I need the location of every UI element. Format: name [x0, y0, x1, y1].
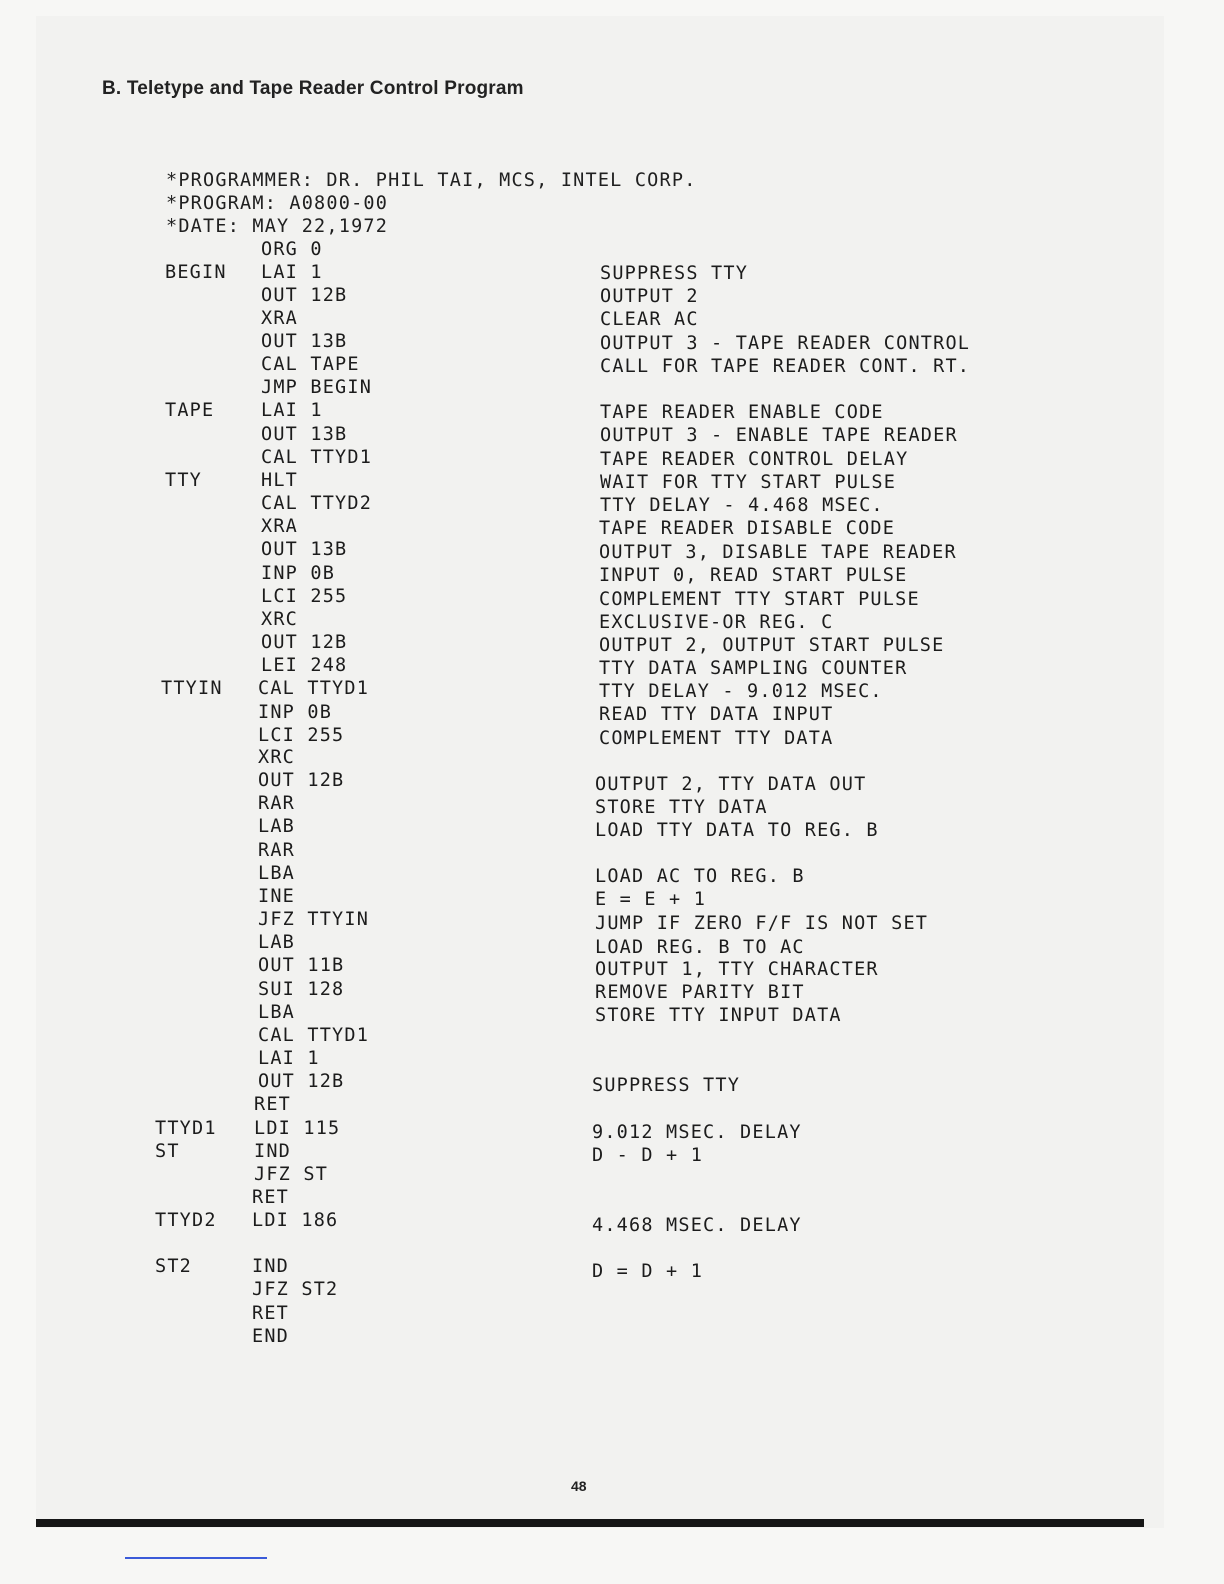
line-comment: STORE TTY INPUT DATA [595, 1005, 842, 1026]
page-background [36, 16, 1164, 1528]
header-date: *DATE: MAY 22,1972 [166, 216, 389, 237]
line-instruction: XRA [261, 308, 299, 329]
line-instruction: END [252, 1326, 290, 1347]
line-instruction: IND [252, 1256, 290, 1277]
line-comment: D - D + 1 [592, 1145, 704, 1166]
line-instruction: OUT 13B [261, 424, 348, 445]
line-instruction: SUI 128 [258, 979, 345, 1000]
line-instruction: OUT 13B [261, 331, 348, 352]
header-program: *PROGRAM: A0800-00 [166, 193, 389, 214]
line-comment: JUMP IF ZERO F/F IS NOT SET [595, 913, 929, 934]
line-instruction: CAL TTYD1 [258, 1025, 370, 1046]
line-instruction: ORG 0 [261, 239, 323, 260]
page-number: 48 [571, 1478, 587, 1494]
line-instruction: RAR [258, 840, 296, 861]
line-instruction: CAL TAPE [261, 354, 360, 375]
line-comment: STORE TTY DATA [595, 797, 768, 818]
line-instruction: IND [254, 1141, 292, 1162]
line-instruction: INE [258, 886, 296, 907]
line-label: ST [155, 1141, 180, 1162]
line-comment: READ TTY DATA INPUT [599, 704, 834, 725]
line-comment: OUTPUT 3 - ENABLE TAPE READER [600, 425, 958, 446]
line-instruction: RET [252, 1187, 290, 1208]
line-instruction: OUT 12B [261, 632, 348, 653]
line-instruction: LAB [258, 932, 296, 953]
line-comment: SUPPRESS TTY [600, 263, 749, 284]
line-label: TTY [165, 470, 203, 491]
line-comment: OUTPUT 2 [600, 286, 699, 307]
line-comment: 4.468 MSEC. DELAY [592, 1215, 802, 1236]
header-programmer: *PROGRAMMER: DR. PHIL TAI, MCS, INTEL CORP. [166, 170, 697, 191]
line-comment: LOAD REG. B TO AC [595, 937, 805, 958]
line-comment: INPUT 0, READ START PULSE [599, 565, 908, 586]
line-instruction: OUT 11B [258, 955, 345, 976]
line-instruction: XRC [258, 747, 296, 768]
line-instruction: LBA [258, 1002, 296, 1023]
line-instruction: CAL TTYD2 [261, 493, 373, 514]
bottom-rule [36, 1519, 1144, 1527]
line-instruction: OUT 12B [258, 1071, 345, 1092]
line-comment: EXCLUSIVE-OR REG. C [599, 612, 834, 633]
line-instruction: CAL TTYD1 [261, 447, 373, 468]
line-comment: REMOVE PARITY BIT [595, 982, 805, 1003]
line-instruction: LAB [258, 816, 296, 837]
line-instruction: CAL TTYD1 [258, 678, 370, 699]
line-label: BEGIN [165, 262, 227, 283]
line-comment: TTY DATA SAMPLING COUNTER [599, 658, 908, 679]
line-comment: LOAD TTY DATA TO REG. B [595, 820, 879, 841]
line-comment: CALL FOR TAPE READER CONT. RT. [600, 356, 971, 377]
line-instruction: JFZ ST [254, 1164, 329, 1185]
line-instruction: LAI 1 [261, 400, 323, 421]
line-comment: 9.012 MSEC. DELAY [592, 1122, 802, 1143]
line-instruction: INP 0B [261, 563, 336, 584]
line-instruction: LDI 186 [252, 1210, 339, 1231]
line-comment: OUTPUT 2, TTY DATA OUT [595, 774, 867, 795]
line-instruction: JFZ ST2 [252, 1279, 339, 1300]
line-instruction: JMP BEGIN [261, 377, 373, 398]
line-label: TTYD1 [155, 1118, 217, 1139]
line-instruction: RET [252, 1303, 290, 1324]
line-instruction: HLT [261, 470, 299, 491]
line-instruction: RAR [258, 793, 296, 814]
line-comment: SUPPRESS TTY [592, 1075, 741, 1096]
line-comment: TAPE READER DISABLE CODE [599, 518, 896, 539]
line-comment: TAPE READER CONTROL DELAY [600, 449, 909, 470]
line-comment: LOAD AC TO REG. B [595, 866, 805, 887]
line-comment: OUTPUT 3, DISABLE TAPE READER [599, 542, 957, 563]
section-title: B. Teletype and Tape Reader Control Program [102, 78, 524, 99]
line-comment: COMPLEMENT TTY START PULSE [599, 589, 920, 610]
line-comment: OUTPUT 3 - TAPE READER CONTROL [600, 333, 971, 354]
line-comment: D = D + 1 [592, 1261, 704, 1282]
line-instruction: XRC [261, 609, 299, 630]
line-instruction: LCI 255 [261, 586, 348, 607]
line-comment: E = E + 1 [595, 889, 707, 910]
line-instruction: OUT 12B [258, 770, 345, 791]
line-comment: CLEAR AC [600, 309, 699, 330]
line-instruction: OUT 13B [261, 539, 348, 560]
line-label: TTYD2 [155, 1210, 217, 1231]
line-instruction: JFZ TTYIN [258, 909, 370, 930]
line-comment: TTY DELAY - 9.012 MSEC. [599, 681, 883, 702]
line-instruction: LAI 1 [258, 1048, 320, 1069]
line-instruction: RET [254, 1094, 292, 1115]
line-instruction: LDI 115 [254, 1118, 341, 1139]
line-label: TAPE [165, 400, 215, 421]
line-instruction: LCI 255 [258, 725, 345, 746]
line-instruction: XRA [261, 516, 299, 537]
line-instruction: OUT 12B [261, 285, 348, 306]
line-comment: OUTPUT 1, TTY CHARACTER [595, 959, 879, 980]
line-comment: COMPLEMENT TTY DATA [599, 728, 834, 749]
line-instruction: LBA [258, 863, 296, 884]
line-instruction: LAI 1 [261, 262, 323, 283]
line-comment: OUTPUT 2, OUTPUT START PULSE [599, 635, 945, 656]
line-comment: TAPE READER ENABLE CODE [600, 402, 884, 423]
line-instruction: INP 0B [258, 702, 333, 723]
line-comment: TTY DELAY - 4.468 MSEC. [600, 495, 884, 516]
line-label: TTYIN [161, 678, 223, 699]
line-instruction: LEI 248 [261, 655, 348, 676]
line-label: ST2 [155, 1256, 193, 1277]
line-comment: WAIT FOR TTY START PULSE [600, 472, 897, 493]
footer-link-underline [125, 1557, 267, 1559]
